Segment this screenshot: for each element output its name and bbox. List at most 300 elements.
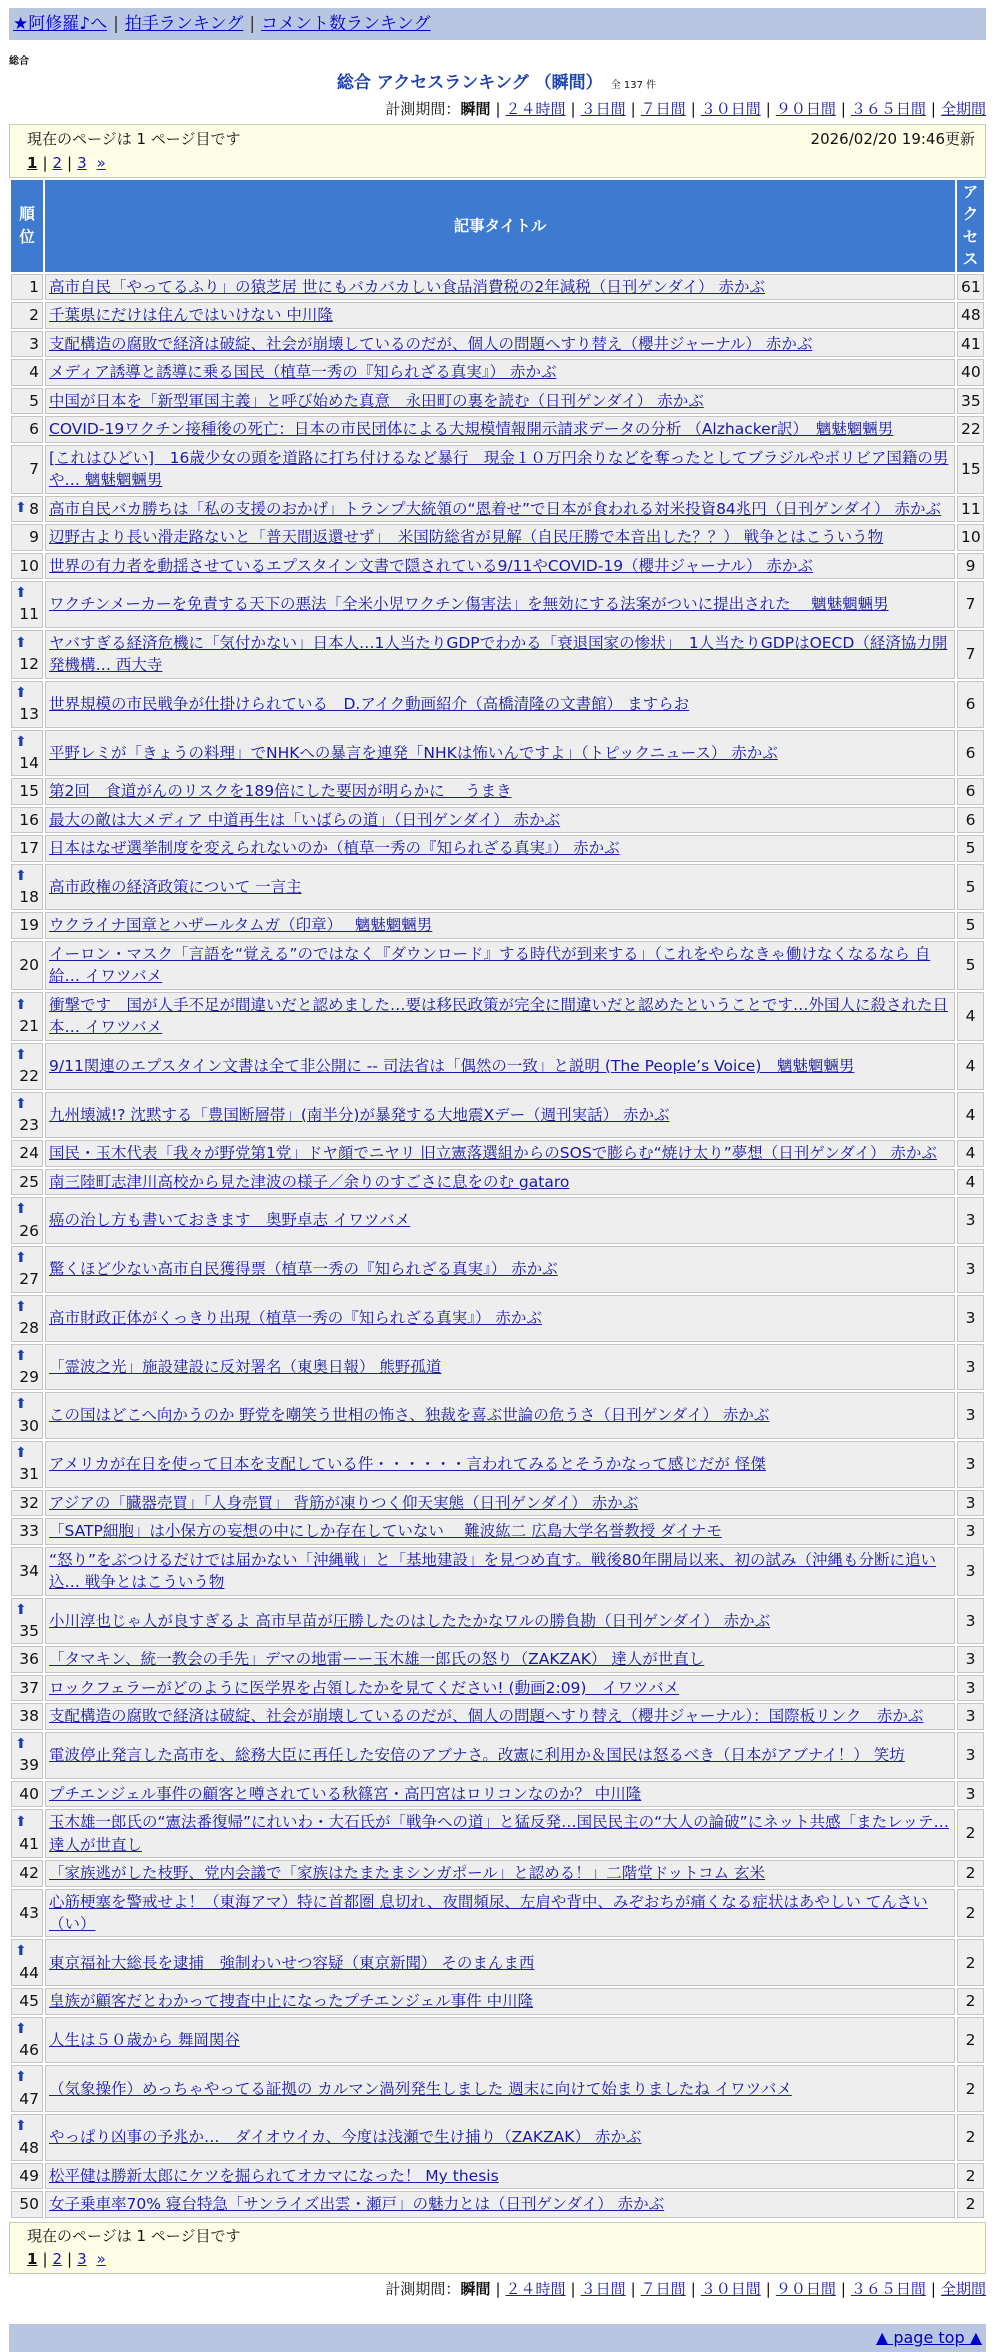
rank-cell bbox=[11, 2017, 43, 2064]
article-link[interactable]: 支配構造の腐敗で経済は破綻、社会が崩壊しているのだが、個人の問題へすり替え（櫻井ジャーナル） 赤かぶ bbox=[49, 334, 813, 353]
access-count-cell: 2 bbox=[957, 1988, 984, 2014]
period-current: 瞬間 bbox=[460, 100, 491, 118]
rank-number: 3 bbox=[29, 334, 39, 353]
article-link[interactable]: 千葉県にだけは住んではいけない 中川隆 bbox=[49, 306, 333, 325]
access-count-cell: 3 bbox=[957, 1781, 984, 1807]
rank-cell bbox=[11, 1092, 43, 1139]
article-link[interactable]: 平野レミが「きょうの料理」でNHKへの暴言を連発「NHKは怖いんですよ」（トピックニュース） 赤かぶ bbox=[49, 743, 778, 762]
article-link[interactable]: やっぱり凶事の予兆か… ダイオウイカ、今度は浅瀬で生け捕り（ZAKZAK） 赤かぶ bbox=[49, 2128, 642, 2147]
article-link[interactable]: 国民・玉木代表「我々が野党第1党」ドヤ顔でニヤリ 旧立憲落選組からのSOSで膨らむ“焼け太り”夢想（日刊ゲンダイ） 赤かぶ bbox=[49, 1144, 937, 1163]
rank-number: 11 bbox=[19, 605, 39, 624]
rank-cell bbox=[11, 1246, 43, 1293]
rank-up-arrow-icon: ⬆ bbox=[15, 1298, 27, 1315]
comment-ranking-link[interactable]: コメント数ランキング bbox=[261, 14, 431, 34]
access-count-cell: 40 bbox=[957, 359, 984, 385]
rank-cell bbox=[11, 1889, 43, 1938]
article-link[interactable]: アメリカが在日を使って日本を支配している件・・・・・・言われてみるとそうかなって感じだが 怪傑 bbox=[49, 1455, 766, 1474]
table-row bbox=[11, 553, 984, 579]
title-cell bbox=[45, 302, 955, 328]
period-link[interactable]: ７日間 bbox=[640, 100, 686, 118]
access-count-cell: 3 bbox=[957, 1441, 984, 1488]
rank-up-arrow-icon: ⬆ bbox=[15, 1601, 27, 1618]
title-cell bbox=[45, 331, 955, 357]
access-count-cell: 3 bbox=[957, 1246, 984, 1293]
table-header-row bbox=[11, 180, 984, 272]
rank-number: 30 bbox=[19, 1416, 39, 1435]
table-row bbox=[11, 1043, 984, 1090]
period-link[interactable]: ３０日間 bbox=[700, 100, 761, 118]
period-link[interactable]: ９０日間 bbox=[775, 2279, 836, 2298]
rank-number: 50 bbox=[19, 2195, 39, 2214]
rank-number: 8 bbox=[29, 499, 39, 518]
table-row bbox=[11, 1732, 984, 1779]
article-link[interactable]: 高市自民「やってるふり」の猿芝居 世にもバカバカしい食品消費税の2年減税（日刊ゲンダイ） 赤かぶ bbox=[49, 277, 765, 296]
title-cell bbox=[45, 1441, 955, 1488]
table-row bbox=[11, 835, 984, 861]
article-link[interactable]: 辺野古より長い滑走路ないと「普天間返還せず」 米国防総省が見解（自民圧勝で本音出した？？） 戦争とはこういう物 bbox=[49, 528, 884, 547]
title-cell bbox=[45, 941, 955, 990]
rank-up-arrow-icon: ⬆ bbox=[15, 2118, 27, 2135]
period-label: 計測期間： bbox=[385, 2279, 461, 2298]
rank-cell bbox=[11, 630, 43, 679]
article-link[interactable]: 東京福祉大総長を逮捕 強制わいせつ容疑（東京新聞） そのまんま西 bbox=[49, 1953, 535, 1972]
access-count-cell: 2 bbox=[957, 2065, 984, 2112]
article-link[interactable]: 支配構造の腐敗で経済は破綻、社会が崩壊しているのだが、個人の問題へすり替え（櫻井ジャーナル）：国際板リンク 赤かぶ bbox=[49, 1707, 924, 1726]
rank-number: 13 bbox=[19, 705, 39, 724]
title-cell bbox=[45, 1988, 955, 2014]
table-row bbox=[11, 302, 984, 328]
access-count-cell: 3 bbox=[957, 1518, 984, 1544]
rank-number: 44 bbox=[19, 1963, 39, 1982]
category-label: 総合 bbox=[9, 56, 29, 67]
title-cell bbox=[45, 1518, 955, 1544]
rank-cell bbox=[11, 524, 43, 550]
period-link[interactable]: ９０日間 bbox=[775, 100, 836, 118]
title-cell bbox=[45, 1598, 955, 1645]
top-nav-bar bbox=[9, 8, 986, 40]
table-row bbox=[11, 2065, 984, 2112]
access-count-cell: 3 bbox=[957, 1732, 984, 1779]
title-cell bbox=[45, 496, 955, 522]
rank-cell bbox=[11, 1939, 43, 1986]
rank-number: 24 bbox=[19, 1144, 39, 1163]
rank-cell bbox=[11, 1675, 43, 1701]
article-link[interactable]: 世界の有力者を動揺させているエプスタイン文書で隠されている9/11やCOVID-19（櫻井ジャーナル） 赤かぶ bbox=[49, 556, 813, 575]
article-link[interactable]: 松平健は勝新太郎にケツを掘られてオカマになった！ My thesis bbox=[49, 2167, 499, 2185]
title-cell bbox=[45, 730, 955, 777]
rank-number: 34 bbox=[19, 1562, 39, 1581]
table-row bbox=[11, 1197, 984, 1244]
article-link[interactable]: 小川淳也じゃ人が良すぎるよ 高市早苗が圧勝したのはしたたかなワルの勝負勘（日刊ゲンダイ） 赤かぶ bbox=[49, 1611, 771, 1630]
access-count-cell: 4 bbox=[957, 1043, 984, 1090]
title-cell bbox=[45, 524, 955, 550]
pager-current-page: 1 bbox=[27, 2249, 38, 2268]
access-count-cell: 4 bbox=[957, 1169, 984, 1195]
article-link[interactable]: 中国が日本を「新型軍国主義」と呼び始めた真意 永田町の裏を読む（日刊ゲンダイ） 赤かぶ bbox=[49, 391, 704, 410]
rank-number: 21 bbox=[19, 1017, 39, 1036]
rank-number: 40 bbox=[19, 1784, 39, 1803]
table-row bbox=[11, 2191, 984, 2217]
access-count-cell: 48 bbox=[957, 302, 984, 328]
period-label: 計測期間： bbox=[385, 100, 461, 118]
article-link[interactable]: 「SATP細胞」は小保方の妄想の中にしか存在していない 難波紘二 広島大学名誉教授 ダイナモ bbox=[49, 1522, 722, 1541]
article-link[interactable]: （気象操作）めっちゃやってる証拠の カルマン渦列発生しました 週末に向けて始まりましたね イワツバメ bbox=[49, 2079, 792, 2098]
table-row bbox=[11, 807, 984, 833]
article-link[interactable]: ウクライナ国章とハザールタムガ（印章） 魑魅魍魎男 bbox=[49, 916, 433, 935]
rank-cell bbox=[11, 1140, 43, 1166]
table-row bbox=[11, 1518, 984, 1544]
article-link[interactable]: 高市財政正体がくっきり出現（植草一秀の『知られざる真実』） 赤かぶ bbox=[49, 1308, 542, 1327]
table-row bbox=[11, 941, 984, 990]
rank-cell bbox=[11, 1295, 43, 1342]
title-cell bbox=[45, 1547, 955, 1596]
rank-up-arrow-icon: ⬆ bbox=[15, 1735, 27, 1752]
rank-cell bbox=[11, 553, 43, 579]
rank-number: 7 bbox=[29, 459, 39, 478]
rank-number: 27 bbox=[19, 1270, 39, 1289]
article-link[interactable]: [これはひどい] 16歳少女の頭を道路に打ち付けるなど暴行 現金１０万円余りなどを奪ったとしてブラジルやボリビア国籍の男や… 魑魅魍魎男 bbox=[49, 448, 949, 490]
title-cell bbox=[45, 992, 955, 1041]
pager-link[interactable]: 3 bbox=[77, 2249, 87, 2268]
period-separator: | bbox=[570, 2279, 576, 2298]
pager-separator: | bbox=[67, 2249, 73, 2268]
rank-number: 1 bbox=[29, 277, 39, 296]
rank-number: 14 bbox=[19, 753, 39, 772]
current-page-text: 現在のページは 1 ページ目です bbox=[27, 2226, 241, 2245]
article-link[interactable]: 「家族逃がした枝野、党内会議で「家族はたまたまシンガポール」と認める！」二階堂ドットコム 玄米 bbox=[49, 1864, 765, 1883]
access-count-cell: 4 bbox=[957, 1092, 984, 1139]
article-link[interactable]: ロックフェラーがどのように医学界を占領したかを見てください! (動画2:09) イワツバメ bbox=[49, 1678, 680, 1697]
access-count-cell: 6 bbox=[957, 807, 984, 833]
period-link[interactable]: ３０日間 bbox=[700, 2279, 761, 2298]
access-count-cell: 6 bbox=[957, 778, 984, 804]
article-link[interactable]: 「霊波之光」施設建設に反対署名（東奥日報） 熊野孤道 bbox=[49, 1357, 442, 1376]
period-separator: | bbox=[690, 100, 696, 118]
access-count-cell: 2 bbox=[957, 1860, 984, 1886]
rank-cell bbox=[11, 864, 43, 911]
rank-number: 32 bbox=[19, 1493, 39, 1512]
title-cell bbox=[45, 2114, 955, 2161]
rank-cell bbox=[11, 681, 43, 728]
title-cell bbox=[45, 1781, 955, 1807]
ranking-table bbox=[9, 178, 986, 2220]
article-link[interactable]: 世界規模の市民戦争が仕掛けられている D.アイク動画紹介（高橋清隆の文書館） ますらお bbox=[49, 694, 690, 713]
access-count-cell: 6 bbox=[957, 681, 984, 728]
total-count: 全 137 件 bbox=[610, 80, 657, 91]
article-link[interactable]: 「タマキン、統一教会の手先」デマの地雷ーー玉木雄一郎氏の怒り（ZAKZAK） 達人が世直し bbox=[49, 1650, 705, 1669]
rank-cell bbox=[11, 778, 43, 804]
rank-number: 20 bbox=[19, 956, 39, 975]
access-count-cell: 3 bbox=[957, 1646, 984, 1672]
rank-number: 9 bbox=[29, 528, 39, 547]
title-cell bbox=[45, 2191, 955, 2217]
table-row bbox=[11, 630, 984, 679]
current-page-text: 現在のページは 1 ページ目です bbox=[27, 130, 241, 148]
table-row bbox=[11, 274, 984, 300]
rank-cell bbox=[11, 416, 43, 442]
rank-number: 38 bbox=[19, 1707, 39, 1726]
title-cell bbox=[45, 1344, 955, 1391]
period-separator: | bbox=[930, 100, 936, 118]
article-link[interactable]: 衝撃です 国が人手不足が間違いだと認めました…要は移民政策が完全に間違いだと認めたということです…外国人に殺された日本… イワツバメ bbox=[49, 995, 949, 1037]
access-count-cell: 3 bbox=[957, 1598, 984, 1645]
access-count-cell: 3 bbox=[957, 1295, 984, 1342]
access-count-cell: 3 bbox=[957, 1197, 984, 1244]
access-count-cell: 4 bbox=[957, 1140, 984, 1166]
title-cell bbox=[45, 1043, 955, 1090]
article-link[interactable]: この国はどこへ向かうのか 野党を嘲笑う世相の怖さ、独裁を喜ぶ世論の危うさ（日刊ゲンダイ） 赤かぶ bbox=[49, 1406, 770, 1425]
article-link[interactable]: ヤバすぎる経済危機に「気付かない」日本人…1人当たりGDPでわかる「衰退国家の惨状」 1人当たりGDPはOECD（経済協力開発機構… 西大寺 bbox=[49, 633, 948, 675]
page-info-top bbox=[9, 124, 986, 178]
article-link[interactable]: 女子乗車率70% 寝台特急「サンライズ出雲・瀬戸」の魅力とは（日刊ゲンダイ） 赤かぶ bbox=[49, 2195, 665, 2214]
table-row bbox=[11, 992, 984, 1041]
access-count-cell: 2 bbox=[957, 2163, 984, 2189]
rank-up-arrow-icon: ⬆ bbox=[15, 733, 27, 750]
table-row bbox=[11, 1441, 984, 1488]
rank-number: 23 bbox=[19, 1115, 39, 1134]
title-cell bbox=[45, 1703, 955, 1729]
table-row bbox=[11, 1169, 984, 1195]
rank-number: 42 bbox=[19, 1864, 39, 1883]
rank-cell bbox=[11, 581, 43, 628]
period-link[interactable]: ３日間 bbox=[580, 2279, 626, 2298]
title-cell bbox=[45, 835, 955, 861]
access-header: アクセス bbox=[957, 180, 984, 272]
access-count-cell: 3 bbox=[957, 1344, 984, 1391]
article-link[interactable]: 驚くほど少ない高市自民獲得票（植草一秀の『知られざる真実』） 赤かぶ bbox=[49, 1260, 558, 1279]
ranking-table-body bbox=[11, 274, 984, 2218]
period-link[interactable]: ３日間 bbox=[580, 100, 626, 118]
rank-up-arrow-icon: ⬆ bbox=[15, 684, 27, 701]
rank-number: 19 bbox=[19, 916, 39, 935]
rank-number: 15 bbox=[19, 782, 39, 801]
article-link[interactable]: 玉木雄一郎氏の“憲法番復帰”にれいわ・大石氏が「戦争への道」と猛反発…国民民主の“大人の論破”にネット共感「またレッテ… 達人が世直し bbox=[49, 1813, 949, 1854]
rank-header: 順位 bbox=[11, 180, 43, 272]
pager-next-link[interactable]: » bbox=[96, 154, 106, 172]
title-cell bbox=[45, 1939, 955, 1986]
rank-cell bbox=[11, 1518, 43, 1544]
rank-number: 6 bbox=[29, 420, 39, 439]
article-link[interactable]: メディア誘導と誘導に乗る国民（植草一秀の『知られざる真実』） 赤かぶ bbox=[49, 363, 557, 382]
table-row bbox=[11, 1092, 984, 1139]
period-separator: | bbox=[840, 100, 846, 118]
title-cell bbox=[45, 778, 955, 804]
article-link[interactable]: 電波停止発言した高市を、総務大臣に再任した安倍のアブナさ。改憲に利用か＆国民は怒るべき（日本がアブナイ！） 笑坊 bbox=[49, 1746, 905, 1765]
access-count-cell: 2 bbox=[957, 2017, 984, 2064]
access-count-cell: 6 bbox=[957, 730, 984, 777]
rank-number: 41 bbox=[19, 1834, 39, 1853]
rank-up-arrow-icon: ⬆ bbox=[15, 1347, 27, 1364]
access-count-cell: 3 bbox=[957, 1703, 984, 1729]
rank-number: 29 bbox=[19, 1367, 39, 1386]
rank-cell bbox=[11, 1809, 43, 1858]
access-count-cell: 5 bbox=[957, 941, 984, 990]
table-row bbox=[11, 1344, 984, 1391]
title-header: 記事タイトル bbox=[45, 180, 955, 272]
rank-number: 22 bbox=[19, 1067, 39, 1086]
article-link[interactable]: 日本はなぜ選挙制度を変えられないのか（植草一秀の『知られざる真実』） 赤かぶ bbox=[49, 839, 620, 858]
article-link[interactable]: 高市自民バカ勝ちは「私の支援のおかげ」トランプ大統領の“恩着せ”で日本が食われる対米投資84兆円（日刊ゲンダイ） 赤かぶ bbox=[49, 499, 941, 518]
rank-cell bbox=[11, 2163, 43, 2189]
title-cell bbox=[45, 1197, 955, 1244]
pager-link[interactable]: 2 bbox=[52, 154, 63, 172]
title-cell bbox=[45, 1675, 955, 1701]
title-cell bbox=[45, 1392, 955, 1439]
title-cell bbox=[45, 1646, 955, 1672]
rank-cell bbox=[11, 331, 43, 357]
period-link[interactable]: ７日間 bbox=[640, 2279, 686, 2298]
pager-separator: | bbox=[42, 2249, 48, 2268]
rank-cell bbox=[11, 912, 43, 938]
access-count-cell: 15 bbox=[957, 445, 984, 494]
rank-number: 35 bbox=[19, 1622, 39, 1641]
access-count-cell: 3 bbox=[957, 1547, 984, 1596]
rank-cell bbox=[11, 274, 43, 300]
rank-number: 48 bbox=[19, 2138, 39, 2157]
rank-up-arrow-icon: ⬆ bbox=[15, 1095, 27, 1112]
rank-cell bbox=[11, 1703, 43, 1729]
rank-cell bbox=[11, 730, 43, 777]
table-row bbox=[11, 445, 984, 494]
title-cell bbox=[45, 445, 955, 494]
table-row bbox=[11, 1988, 984, 2014]
table-row bbox=[11, 681, 984, 728]
access-count-cell: 22 bbox=[957, 416, 984, 442]
table-row bbox=[11, 1392, 984, 1439]
rank-number: 26 bbox=[19, 1221, 39, 1240]
access-count-cell: 2 bbox=[957, 1939, 984, 1986]
rank-number: 46 bbox=[19, 2041, 39, 2059]
pager-current-page: 1 bbox=[27, 154, 38, 172]
pager-link[interactable]: 3 bbox=[77, 154, 87, 172]
title-cell bbox=[45, 1889, 955, 1938]
rank-cell bbox=[11, 388, 43, 414]
rank-cell bbox=[11, 2191, 43, 2217]
table-row bbox=[11, 1490, 984, 1516]
period-link[interactable]: ３６５日間 bbox=[850, 2279, 926, 2298]
period-link[interactable]: 全期間 bbox=[940, 100, 986, 118]
article-link[interactable]: 第2回 食道がんのリスクを189倍にした要因が明らかに うまき bbox=[49, 782, 512, 801]
access-count-cell: 2 bbox=[957, 1809, 984, 1858]
access-count-cell: 5 bbox=[957, 864, 984, 911]
article-link[interactable]: “怒り”をぶつけるだけでは届かない「沖縄戦」と「基地建設」を見つめ直す。戦後80年開局以来、初の試み（沖縄も分断に追い込… 戦争とはこういう物 bbox=[49, 1550, 937, 1592]
table-row bbox=[11, 1860, 984, 1886]
article-link[interactable]: 心筋梗塞を警戒せよ！（東海アマ）特に首都圏 息切れ、夜間頻尿、左肩や背中、みぞおちが痛くなる症状はあやしい てんさい（い） bbox=[49, 1892, 928, 1933]
article-link[interactable]: ワクチンメーカーを免責する天下の悪法「全米小児ワクチン傷害法」を無効にする法案がついに提出された 魑魅魍魎男 bbox=[49, 595, 889, 614]
article-link[interactable]: 最大の敵は大メディア 中道再生は「いばらの道」（日刊ゲンダイ） 赤かぶ bbox=[49, 810, 561, 829]
nav-separator: | bbox=[249, 14, 256, 34]
table-row bbox=[11, 359, 984, 385]
rank-up-arrow-icon: ⬆ bbox=[15, 2020, 27, 2037]
period-link[interactable]: 全期間 bbox=[940, 2279, 986, 2298]
title-cell bbox=[45, 581, 955, 628]
rank-cell bbox=[11, 1732, 43, 1779]
rank-cell bbox=[11, 1392, 43, 1439]
rank-cell bbox=[11, 941, 43, 990]
period-link[interactable]: ２４時間 bbox=[505, 100, 566, 118]
rank-number: 49 bbox=[19, 2167, 39, 2185]
access-count-cell: 61 bbox=[957, 274, 984, 300]
rank-number: 5 bbox=[29, 391, 39, 410]
access-count-cell: 9 bbox=[957, 553, 984, 579]
period-separator: | bbox=[630, 2279, 636, 2298]
period-link[interactable]: ３６５日間 bbox=[850, 100, 926, 118]
title-cell bbox=[45, 359, 955, 385]
pager-next-link[interactable]: » bbox=[96, 2249, 106, 2268]
article-link[interactable]: 皇族が顧客だとわかって捜査中止になったプチエンジェル事件 中川隆 bbox=[49, 1992, 534, 2011]
article-link[interactable]: COVID-19ワクチン接種後の死亡：日本の市民団体による大規模情報開示請求データの分析 （Alzhacker訳） 魑魅魍魎男 bbox=[49, 420, 894, 439]
rank-number: 43 bbox=[19, 1903, 39, 1922]
table-row bbox=[11, 1889, 984, 1938]
period-separator: | bbox=[495, 2279, 501, 2298]
rank-up-arrow-icon: ⬆ bbox=[15, 867, 27, 884]
rank-cell bbox=[11, 1344, 43, 1391]
page-top-link[interactable]: ▲ page top ▲ bbox=[875, 2327, 982, 2347]
article-link[interactable]: 人生は５０歳から 舞岡関谷 bbox=[49, 2030, 240, 2049]
period-current: 瞬間 bbox=[460, 2279, 491, 2298]
pager-link[interactable]: 2 bbox=[52, 2249, 63, 2268]
article-link[interactable]: 九州壊滅!? 沈黙する「豊国断層帯」(南半分)が暴発する大地震Xデー（週刊実話） 赤かぶ bbox=[49, 1105, 670, 1124]
rank-cell bbox=[11, 1441, 43, 1488]
applause-ranking-link[interactable]: 拍手ランキング bbox=[124, 14, 244, 34]
rank-cell bbox=[11, 992, 43, 1041]
article-link[interactable]: 癌の治し方も書いておきます 奥野卓志 イワツバメ bbox=[49, 1211, 411, 1230]
period-link[interactable]: ２４時間 bbox=[505, 2279, 566, 2298]
title-cell bbox=[45, 2065, 955, 2112]
table-row bbox=[11, 1547, 984, 1596]
title-cell bbox=[45, 2163, 955, 2189]
table-row bbox=[11, 912, 984, 938]
table-row bbox=[11, 416, 984, 442]
access-count-cell: 5 bbox=[957, 912, 984, 938]
rank-cell bbox=[11, 835, 43, 861]
home-link[interactable]: ★阿修羅♪へ bbox=[13, 14, 108, 34]
rank-up-arrow-icon: ⬆ bbox=[15, 1396, 27, 1413]
rank-cell bbox=[11, 1490, 43, 1516]
rank-cell bbox=[11, 1988, 43, 2014]
title-cell bbox=[45, 681, 955, 728]
table-row bbox=[11, 1295, 984, 1342]
title-cell bbox=[45, 553, 955, 579]
title-cell bbox=[45, 864, 955, 911]
title-cell bbox=[45, 1860, 955, 1886]
access-count-cell: 5 bbox=[957, 835, 984, 861]
rank-number: 39 bbox=[19, 1756, 39, 1775]
rank-number: 47 bbox=[19, 2089, 39, 2108]
article-link[interactable]: 9/11関連のエプスタイン文書は全て非公開に -- 司法省は「偶然の一致」と説明 (The People’s Voice) 魑魅魍魎男 bbox=[49, 1056, 855, 1075]
table-row bbox=[11, 524, 984, 550]
article-link[interactable]: 南三陸町志津川高校から見た津波の様子／余りのすごさに息をのむ gataro bbox=[49, 1172, 570, 1191]
table-row bbox=[11, 2017, 984, 2064]
article-link[interactable]: 高市政権の経済政策について 一言主 bbox=[49, 877, 302, 896]
rank-up-arrow-icon: ⬆ bbox=[15, 1814, 27, 1831]
rank-up-arrow-icon: ⬆ bbox=[15, 585, 27, 602]
title-cell bbox=[45, 1295, 955, 1342]
table-row bbox=[11, 2114, 984, 2161]
rank-number: 16 bbox=[19, 810, 39, 829]
table-row bbox=[11, 1703, 984, 1729]
access-count-cell: 4 bbox=[957, 992, 984, 1041]
rank-number: 31 bbox=[19, 1465, 39, 1484]
table-row bbox=[11, 1598, 984, 1645]
article-link[interactable]: プチエンジェル事件の顧客と噂されている秋篠宮・高円宮はロリコンなのか？ 中川隆 bbox=[49, 1784, 642, 1803]
article-link[interactable]: アジアの「臓器売買」「人身売買」 背筋が凍りつく仰天実態（日刊ゲンダイ） 赤かぶ bbox=[49, 1493, 639, 1512]
article-link[interactable]: イーロン・マスク「言語を“覚える”のではなく『ダウンロード』する時代が到来する」（これをやらなきゃ働けなくなるなら 自給… イワツバメ bbox=[49, 944, 931, 986]
table-row bbox=[11, 1781, 984, 1807]
rank-number: 36 bbox=[19, 1650, 39, 1669]
title-cell bbox=[45, 630, 955, 679]
rank-number: 2 bbox=[29, 306, 39, 325]
